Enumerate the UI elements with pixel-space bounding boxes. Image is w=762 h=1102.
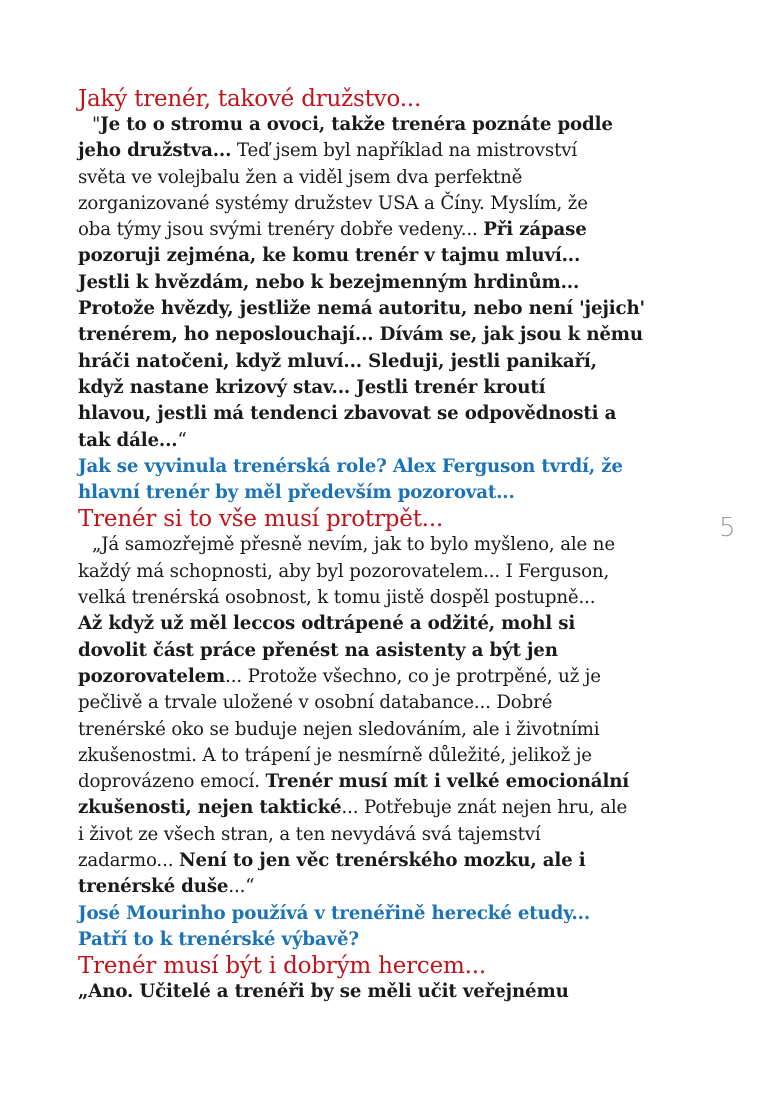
text-line <box>78 349 690 375</box>
text-run: oba týmy jsou svými trenéry dobře vedeny... <box>78 219 484 241</box>
text-run: pečlivě a trvale uložené v osobní databance... Dobré <box>78 692 553 714</box>
text-run: Teď jsem byl například na mistrovství <box>231 140 578 162</box>
text-line <box>78 243 690 269</box>
text-line <box>78 822 690 848</box>
bold-text-run: Až když už měl leccos odtrápené a odžité, mohl si <box>78 613 576 635</box>
text-run: doprovázeno emocí. <box>78 771 266 793</box>
bold-text-run: Protože hvězdy, jestliže nemá autoritu, nebo není 'jejich' <box>78 298 645 320</box>
text-run: i život ze všech stran, a ten nevydává svá tajemství <box>78 823 541 845</box>
text-line <box>78 428 690 454</box>
text-line <box>78 559 690 585</box>
bold-text-run: pozorovatelem <box>78 665 226 687</box>
bold-text-run: dovolit část práce přenést na asistenty a být jen <box>78 639 558 661</box>
text-line <box>78 138 690 164</box>
question-2-line-2: Patří to k trenérské výbavě? <box>78 928 359 950</box>
text-line <box>78 217 690 243</box>
section-heading-3: Trenér musí být i dobrým hercem... <box>78 953 486 980</box>
text-line <box>78 664 690 690</box>
text-run: zkušenostmi. A to trápení je nesmírně důležité, jelikož je <box>78 744 592 766</box>
text-line <box>78 979 690 1005</box>
bold-text-run: trenérské duše <box>78 876 229 898</box>
text-run: „Já samozřejmě přesně nevím, jak to bylo myšleno, ale ne <box>92 534 615 556</box>
text-line <box>78 375 690 401</box>
text-line <box>78 401 690 427</box>
text-run: ... Potřebuje znát nejen hru, ale <box>341 797 628 819</box>
text-run: velká trenérská osobnost, k tomu jistě dospěl postupně... <box>78 587 596 609</box>
bold-text-run: Jestli k hvězdám, nebo k bezejmenným hrdinům... <box>78 271 580 293</box>
text-line <box>78 270 690 296</box>
text-line <box>78 795 690 821</box>
bold-text-run: Při zápase <box>483 219 587 241</box>
section-heading-2: Trenér si to vše musí protrpět... <box>78 506 444 533</box>
text-run: světa ve volejbalu žen a viděl jsem dva perfektně <box>78 166 523 188</box>
text-line <box>78 848 690 874</box>
text-line <box>78 611 690 637</box>
text-line <box>78 874 690 900</box>
text-run: každý má schopnosti, aby byl pozorovatelem... I Ferguson, <box>78 560 610 582</box>
page-number: 5 <box>719 513 736 543</box>
text-line <box>78 296 690 322</box>
bold-text-run: když nastane krizový stav... Jestli trenér kroutí <box>78 376 546 398</box>
text-line <box>78 690 690 716</box>
text-run: ... Protože všechno, co je protrpěné, už je <box>225 665 601 687</box>
bold-text-run: „Ano. Učitelé a trenéři by se měli učit veřejnému <box>78 981 569 1003</box>
text-run: zadarmo... <box>78 850 179 872</box>
text-line <box>78 585 690 611</box>
section-2-paragraph <box>78 532 690 900</box>
text-run: zorganizované systémy družstev USA a Číny. Myslím, že <box>78 192 588 214</box>
text-line <box>78 165 690 191</box>
bold-text-run: Trenér musí mít i velké emocionální <box>265 771 630 793</box>
text-line <box>78 322 690 348</box>
section-heading-1: Jaký trenér, takové družstvo... <box>78 86 422 112</box>
text-line <box>78 717 690 743</box>
question-2-line-1: José Mourinho používá v trenéřině herecké etudy... <box>78 902 591 924</box>
text-line <box>78 191 690 217</box>
text-line <box>78 112 690 138</box>
text-line <box>78 638 690 664</box>
bold-text-run: trenérem, ho neposlouchají... Dívám se, jak jsou k němu <box>78 324 643 346</box>
bold-text-run: jeho družstva... <box>78 140 232 162</box>
question-1-line-1: Jak se vyvinula trenérská role? Alex Ferguson tvrdí, že <box>78 455 623 477</box>
article-body <box>78 86 690 1006</box>
question-1-line-2: hlavní trenér by měl především pozorovat... <box>78 482 515 504</box>
section-3-paragraph <box>78 979 690 1005</box>
bold-text-run: Je to o stromu a ovoci, takže trenéra poznáte podle <box>100 114 613 135</box>
bold-text-run: tak dále... <box>78 429 178 451</box>
text-run: trenérské oko se buduje nejen sledováním, ale i životními <box>78 718 600 740</box>
text-line <box>78 532 690 558</box>
bold-text-run: hráči natočeni, když mluví... Sleduji, jestli panikaří, <box>78 350 597 372</box>
text-line <box>78 743 690 769</box>
text-run: ...“ <box>228 876 255 898</box>
text-line <box>78 769 690 795</box>
section-1-paragraph <box>78 112 690 454</box>
bold-text-run: zkušenosti, nejen taktické <box>78 797 342 819</box>
bold-text-run: Není to jen věc trenérského mozku, ale i <box>178 850 586 872</box>
text-run: “ <box>177 429 187 451</box>
bold-text-run: pozoruji zejména, ke komu trenér v tajmu mluví... <box>78 245 581 267</box>
bold-text-run: hlavou, jestli má tendenci zbavovat se odpovědnosti a <box>78 403 617 425</box>
text-run: " <box>92 114 101 135</box>
